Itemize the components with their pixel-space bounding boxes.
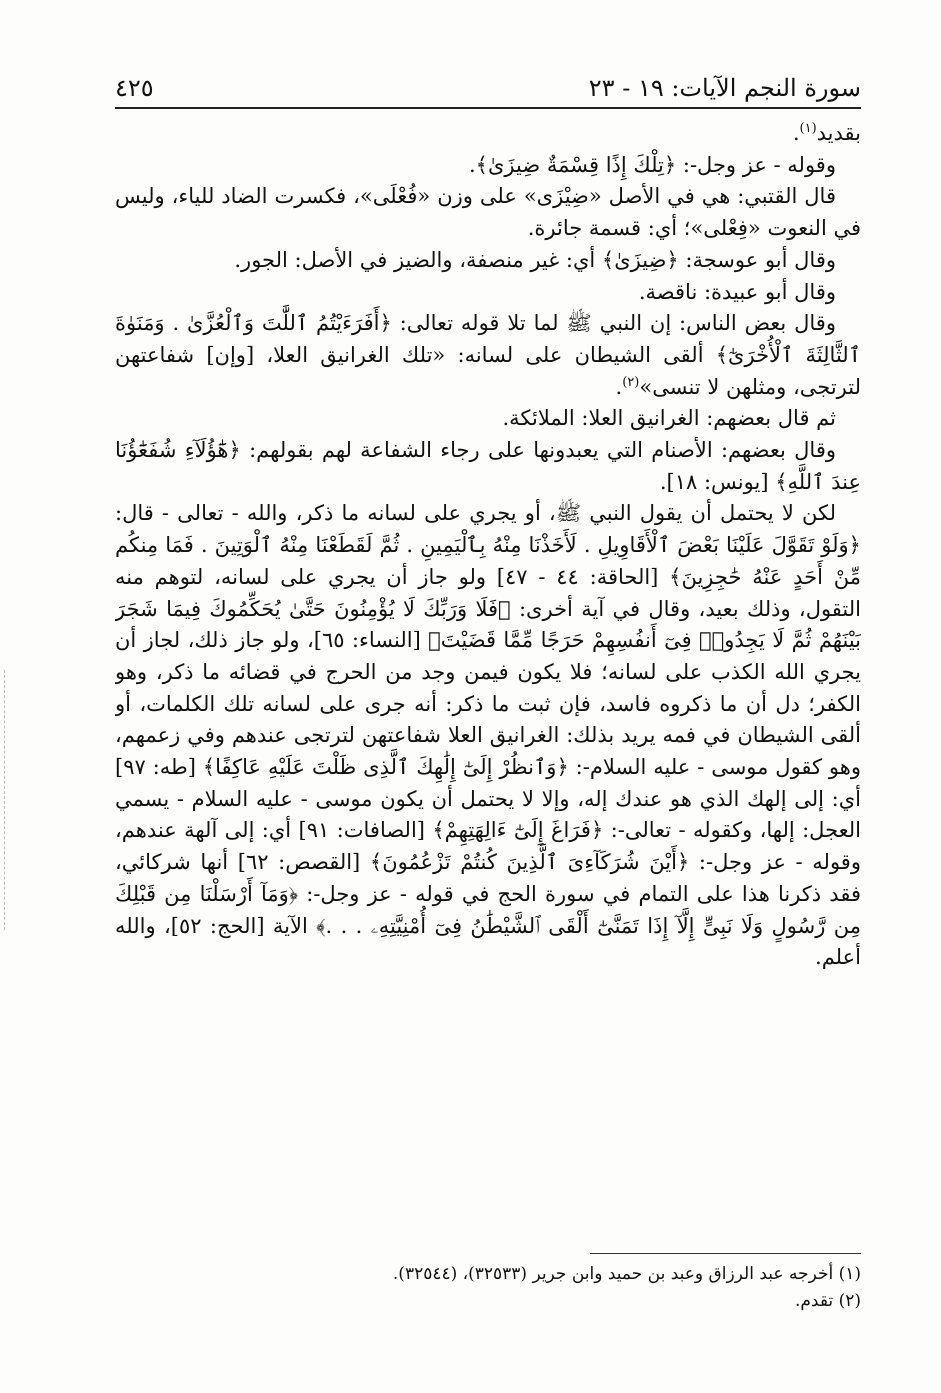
paragraph-refutation: لكن لا يحتمل أن يقول النبي ﷺ، أو يجري على لسانه ما ذكر، والله - تعالى - قال: ﴿وَلَوْ تَقَوَّلَ عَلَيْنَا بَعْضَ ٱلْأَقَاوِيلِ . لَأَخَذْنَا مِنْهُ بِٱلْيَمِينِ . ثُمَّ لَقَطَعْنَا مِنْهُ ٱلْوَتِينَ . فَمَا مِنكُم مِّنْ أَحَدٍ عَنْهُ حَٰجِزِينَ﴾ [الحاقة: ٤٤ - ٤٧] ولو جاز أن يجري على لسانه، لتوهم منه التقول، وذلك بعيد، وقال في آية أخرى: ﴿فَلَا وَرَبِّكَ لَا يُؤْمِنُونَ حَتَّىٰ يُحَكِّمُوكَ فِيمَا شَجَرَ بَيْنَهُمْ ثُمَّ لَا يَجِدُوا۟ فِىٓ أَنفُسِهِمْ حَرَجًا مِّمَّا قَضَيْتَ﴾ [النساء: ٦٥]، ولو جاز ذلك، لجاز أن يجري الله الكذب على لسانه؛ فلا يكون فيمن وجد من الحرج في قضائه ما ذكر، وهو الكفر؛ دل أن ما ذكروه فاسد، فإن ثبت ما ذكر: أنه جرى على لسانه تلك الكلمات، أو ألقى الشيطان في فمه يريد بذلك: الغرانيق العلا شفاعتهن لترتجى عندهم وفي زعمهم، وهو كقول موسى - عليه السلام-: ﴿وَٱنظُرْ إِلَىٰٓ إِلَٰهِكَ ٱلَّذِى ظَلْتَ عَلَيْهِ عَاكِفًا﴾ [طه: ٩٧] أي: إلى إلهك الذي هو عندك إله، وإلا لا يحتمل أن يكون موسى - عليه السلام - يسمي العجل: إلها، وكقوله - تعالى-: ﴿فَرَاغَ إِلَىٰٓ ءَالِهَتِهِمْ﴾ [الصافات: ٩١] أي: إلى آلهة عندهم، وقوله - عز وجل-: ﴿أَيْنَ شُرَكَآءِىَ ٱلَّذِينَ كُنتُمْ تَزْعُمُونَ﴾ [القصص: ٦٢] أنها شركائي، فقد ذكرنا هذا على التمام في سورة الحج في قوله - عز وجل-: ﴿وَمَآ أَرْسَلْنَا مِن قَبْلِكَ مِن رَّسُولٍ وَلَا نَبِىٍّ إِلَّآ إِذَا تَمَنَّىٰٓ أَلْقَى ٱلشَّيْطَٰنُ فِىٓ أُمْنِيَّتِهِۦ . . .﴾ الآية [الحج: ٥٢]، والله أعلم.: [115, 501, 861, 970]
paragraph-qutabi: قال القتبي: هي في الأصل «ضِيْزَى» على وزن «فُعْلَى»، فكسرت الضاد للياء، وليس في النعوت «فِعْلى»؛ أي: قسمة جائرة.: [115, 184, 861, 241]
footnote-1: (١) أخرجه عبد الرزاق وعبد بن حميد وابن جرير (٣٢٥٣٣)، (٣٢٥٤٤).: [392, 1264, 861, 1284]
footnote-ref-1: (١): [799, 121, 817, 136]
footnote-2: (٢) تقدم.: [794, 1291, 861, 1311]
paragraph-continuation: بقديد$^{(١)}$.: [792, 121, 861, 145]
footnote-ref-2: (٢): [622, 374, 640, 390]
footnote-rule: [590, 1253, 861, 1254]
page-number: ٤٢٥: [115, 74, 154, 102]
paragraph-abu-awsaja: وقال أبو عوسجة: ﴿ضِيزَىٰ﴾ أي: غير منصفة، والضيز في الأصل: الجور.: [234, 247, 836, 272]
paragraph-verse-quote: وقوله - عز وجل-: ﴿تِلْكَ إِذًا قِسْمَةٌ ضِيزَىٰ﴾.: [469, 152, 836, 177]
running-header: [115, 62, 861, 102]
main-text: [115, 118, 861, 1250]
paragraph-abu-ubayda: وقال أبو عبيدة: ناقصة.: [638, 279, 836, 304]
paragraph-gharaniq: وقال بعض الناس: إن النبي ﷺ لما تلا قوله تعالى: ﴿أَفَرَءَيْتُمُ ٱللَّٰتَ وَٱلْعُزَّىٰ . وَمَنَوٰةَ ٱلثَّالِثَةَ ٱلْأُخْرَىٰٓ﴾ ألقى الشيطان على لسانه: «تلك الغرانيق العلا، [وإن] شفاعتهن لترتجى، ومثلهن لا تنسى»$^{(٢)}$.: [115, 311, 861, 399]
header-rule: [115, 107, 861, 109]
scan-binding-mark: [4, 670, 7, 930]
surah-title: سورة النجم الآيات: ١٩ - ٢٣: [588, 74, 861, 102]
paragraph-idols: وقال بعضهم: الأصنام التي يعبدونها على رجاء الشفاعة لهم بقولهم: ﴿هَٰٓؤُلَآءِ شُفَعَٰٓؤُنَا عِندَ ٱللَّهِ﴾ [يونس: ١٨].: [115, 438, 861, 494]
footnotes: [115, 1261, 861, 1315]
paragraph-angels: ثم قال بعضهم: الغرانيق العلا: الملائكة.: [502, 406, 836, 431]
